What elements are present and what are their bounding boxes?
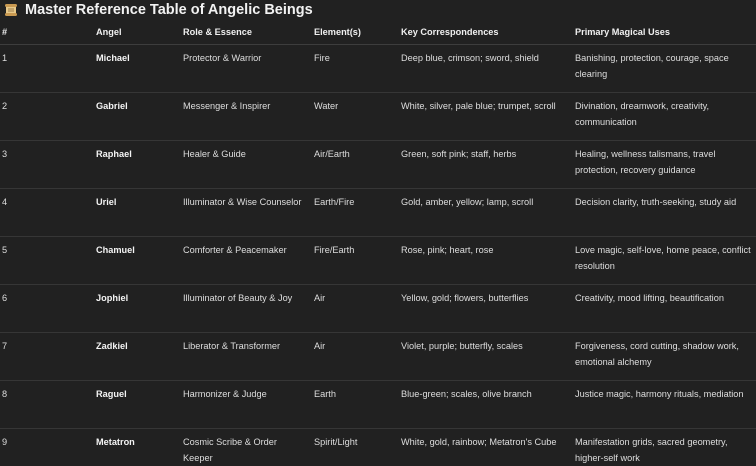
cell-element: Air/Earth — [312, 141, 399, 189]
cell-angel: Gabriel — [94, 93, 181, 141]
header-angel: Angel — [94, 20, 181, 45]
cell-uses: Divination, dreamwork, creativity, communication — [573, 93, 756, 141]
cell-element: Fire — [312, 45, 399, 93]
cell-element: Air — [312, 285, 399, 333]
cell-num: 2 — [0, 93, 94, 141]
cell-element: Spirit/Light — [314, 437, 358, 447]
table-row — [0, 189, 756, 237]
cell-num: 7 — [0, 333, 94, 381]
cell-role: Liberator & Transformer — [181, 333, 312, 381]
cell-role: Illuminator & Wise Counselor — [181, 189, 312, 237]
cell-angel: Michael — [94, 45, 181, 93]
scroll-icon — [4, 3, 18, 17]
table-row — [0, 141, 756, 189]
cell-correspondences: Green, soft pink; staff, herbs — [399, 141, 573, 189]
cell-angel: Raphael — [94, 141, 181, 189]
cell-uses: Justice magic, harmony rituals, mediation — [573, 381, 756, 429]
cell-angel: Uriel — [94, 189, 181, 237]
cell-role: Comforter & Peacemaker — [181, 237, 312, 285]
cell-uses: Love magic, self-love, home peace, conflict resolution — [573, 237, 756, 285]
cell-angel: Jophiel — [94, 285, 181, 333]
cell-correspondences: Deep blue, crimson; sword, shield — [399, 45, 573, 93]
cell-correspondences: Violet, purple; butterfly, scales — [399, 333, 573, 381]
cell-num: 6 — [0, 285, 94, 333]
table-row — [0, 333, 756, 381]
cell-correspondences: White, silver, pale blue; trumpet, scroll — [399, 93, 573, 141]
cell-correspondences: Gold, amber, yellow; lamp, scroll — [399, 189, 573, 237]
cell-num: 9 — [2, 437, 8, 447]
cell-uses: Creativity, mood lifting, beautification — [573, 285, 756, 333]
cell-role: Harmonizer & Judge — [181, 381, 312, 429]
title-row — [4, 0, 313, 20]
cell-role: Illuminator of Beauty & Joy — [181, 285, 312, 333]
table-row — [0, 429, 756, 466]
header-uses: Primary Magical Uses — [573, 20, 756, 45]
cell-role: Messenger & Inspirer — [181, 93, 312, 141]
cell-correspondences: Blue-green; scales, olive branch — [399, 381, 573, 429]
cell-uses: Banishing, protection, courage, space clearing — [573, 45, 756, 93]
table-row — [0, 381, 756, 429]
cell-angel: Metatron — [96, 437, 135, 447]
cell-num: 5 — [0, 237, 94, 285]
page-title: Master Reference Table of Angelic Beings — [25, 2, 313, 18]
table-row — [0, 237, 756, 285]
cell-angel: Zadkiel — [94, 333, 181, 381]
cell-num: 3 — [0, 141, 94, 189]
cell-num: 1 — [0, 45, 94, 93]
table-row — [0, 45, 756, 93]
cell-role: Protector & Warrior — [181, 45, 312, 93]
angel-table — [0, 20, 756, 466]
cell-angel: Raguel — [94, 381, 181, 429]
cell-element: Fire/Earth — [312, 237, 399, 285]
cell-uses: Decision clarity, truth-seeking, study aid — [573, 189, 756, 237]
cell-correspondences: White, gold, rainbow; Metatron's Cube — [401, 437, 557, 447]
table-row — [0, 93, 756, 141]
table-row — [0, 285, 756, 333]
header-element: Element(s) — [312, 20, 399, 45]
cell-uses: Healing, wellness talismans, travel protection, recovery guidance — [573, 141, 756, 189]
cell-role: Healer & Guide — [181, 141, 312, 189]
cell-angel: Chamuel — [94, 237, 181, 285]
cell-correspondences: Yellow, gold; flowers, butterflies — [399, 285, 573, 333]
cell-role: Cosmic Scribe & Order Keeper — [183, 437, 277, 463]
cell-element: Earth — [312, 381, 399, 429]
cell-element: Air — [312, 333, 399, 381]
header-num: # — [0, 20, 94, 45]
cell-element: Earth/Fire — [312, 189, 399, 237]
cell-element: Water — [312, 93, 399, 141]
header-role: Role & Essence — [181, 20, 312, 45]
table-header-row — [0, 20, 756, 45]
cell-num: 4 — [0, 189, 94, 237]
cell-uses: Forgiveness, cord cutting, shadow work, emotional alchemy — [573, 333, 756, 381]
cell-uses: Manifestation grids, sacred geometry, higher-self work — [575, 437, 728, 463]
header-correspondences: Key Correspondences — [399, 20, 573, 45]
cell-correspondences: Rose, pink; heart, rose — [399, 237, 573, 285]
cell-num: 8 — [0, 381, 94, 429]
